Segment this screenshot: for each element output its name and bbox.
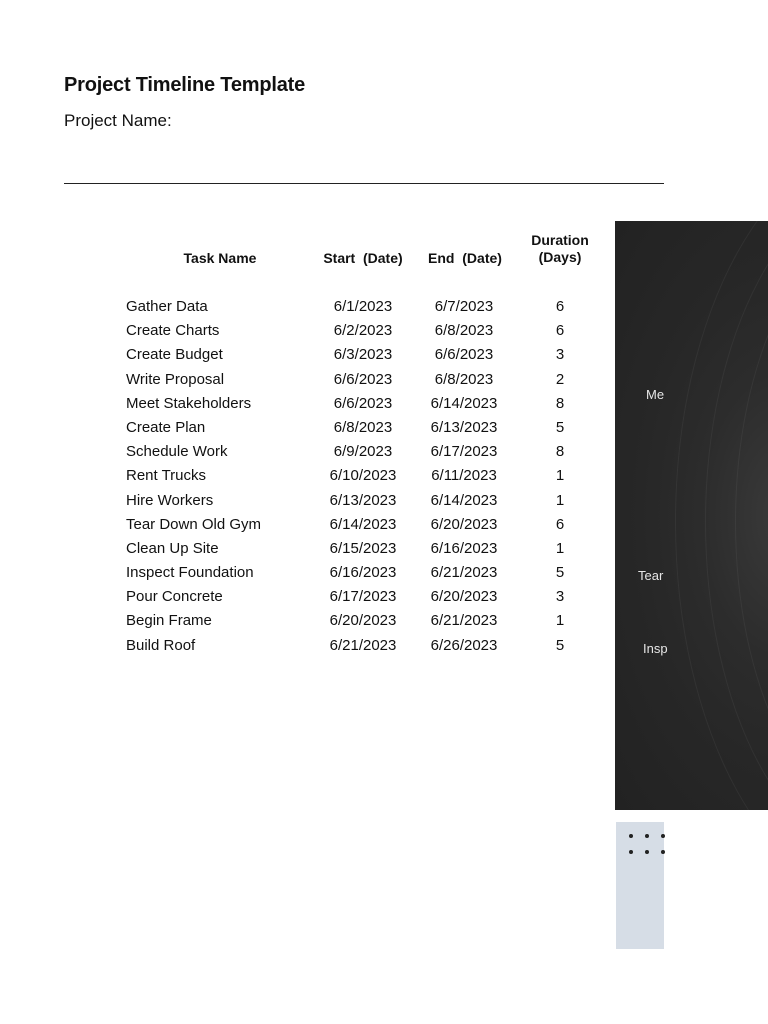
end-date-cell: 6/21/2023 — [430, 564, 498, 582]
end-date-cell: 6/8/2023 — [434, 322, 494, 340]
table-row — [0, 417, 615, 441]
end-date-cell: 6/11/2023 — [431, 467, 497, 485]
duration-cell: 8 — [555, 443, 565, 461]
end-date-cell: 6/14/2023 — [430, 394, 498, 412]
end-date-cell: 6/16/2023 — [430, 539, 498, 557]
header-duration-line1: Duration — [531, 232, 589, 248]
start-date-cell: 6/17/2023 — [329, 588, 397, 606]
task-name-cell: Inspect Foundation — [126, 564, 254, 582]
table-row — [0, 490, 615, 514]
task-name-cell: Meet Stakeholders — [126, 394, 252, 412]
header-duration — [520, 232, 600, 266]
end-date-cell: 6/17/2023 — [430, 443, 498, 461]
duration-cell: 5 — [555, 418, 565, 436]
table-row — [0, 344, 615, 368]
header-duration-line2: (Days) — [538, 249, 582, 265]
start-date-cell: 6/10/2023 — [329, 467, 397, 485]
duration-cell: 3 — [555, 346, 565, 364]
task-name-cell: Pour Concrete — [126, 588, 223, 606]
start-date-cell: 6/13/2023 — [329, 491, 397, 509]
end-date-cell: 6/6/2023 — [434, 346, 494, 364]
table-row — [0, 393, 615, 417]
duration-cell: 8 — [555, 394, 565, 412]
timeline-chart-panel — [615, 221, 768, 810]
start-date-cell: 6/6/2023 — [333, 370, 393, 388]
task-name-cell: Create Plan — [126, 418, 206, 436]
header-task-name: Task Name — [183, 250, 257, 266]
project-name-underline — [64, 183, 664, 184]
chart-label-inspect: Insp — [643, 641, 668, 656]
table-row — [0, 562, 615, 586]
start-date-cell: 6/6/2023 — [333, 394, 393, 412]
task-name-cell: Schedule Work — [126, 443, 228, 461]
task-name-cell: Gather Data — [126, 298, 208, 315]
end-date-cell: 6/7/2023 — [434, 298, 494, 315]
task-name-cell: Tear Down Old Gym — [126, 515, 262, 533]
table-row — [0, 514, 615, 538]
table-row — [0, 441, 615, 465]
start-date-cell: 6/14/2023 — [329, 515, 397, 533]
end-date-cell: 6/13/2023 — [430, 418, 498, 436]
decorative-panel — [616, 822, 664, 949]
duration-cell: 3 — [555, 588, 565, 606]
start-date-cell: 6/1/2023 — [333, 298, 393, 315]
end-date-cell: 6/20/2023 — [430, 588, 498, 606]
table-row — [0, 465, 615, 489]
table-row — [0, 635, 615, 659]
chart-label-tear: Tear — [638, 568, 664, 583]
task-name-cell: Write Proposal — [126, 370, 225, 388]
task-table — [0, 296, 615, 659]
duration-cell: 6 — [555, 322, 565, 340]
end-date-cell: 6/14/2023 — [430, 491, 498, 509]
duration-cell: 5 — [555, 564, 565, 582]
start-date-cell: 6/16/2023 — [329, 564, 397, 582]
task-name-cell: Create Charts — [126, 322, 220, 340]
task-name-cell: Begin Frame — [126, 612, 212, 630]
header-start-date: Start (Date) — [323, 250, 403, 266]
chart-label-meet: Me — [646, 387, 665, 402]
table-row — [0, 296, 615, 320]
task-name-cell: Create Budget — [126, 346, 223, 364]
duration-cell: 6 — [555, 298, 565, 315]
duration-cell: 1 — [555, 612, 565, 630]
table-row — [0, 586, 615, 610]
duration-cell: 2 — [555, 370, 565, 388]
end-date-cell: 6/8/2023 — [434, 370, 494, 388]
start-date-cell: 6/8/2023 — [333, 418, 393, 436]
duration-cell: 1 — [555, 539, 565, 557]
start-date-cell: 6/21/2023 — [329, 636, 397, 654]
task-name-cell: Clean Up Site — [126, 539, 219, 557]
duration-cell: 1 — [555, 467, 565, 485]
task-name-cell: Build Roof — [126, 636, 196, 654]
project-name-label: Project Name: — [64, 111, 172, 130]
document-title: Project Timeline Template — [64, 74, 306, 96]
end-date-cell: 6/26/2023 — [430, 636, 498, 654]
end-date-cell: 6/20/2023 — [430, 515, 498, 533]
table-row — [0, 538, 615, 562]
table-row — [0, 369, 615, 393]
duration-cell: 6 — [555, 515, 565, 533]
header-end-date: End (Date) — [428, 250, 502, 266]
end-date-cell: 6/21/2023 — [430, 612, 498, 630]
task-name-cell: Hire Workers — [126, 491, 214, 509]
start-date-cell: 6/15/2023 — [329, 539, 397, 557]
start-date-cell: 6/3/2023 — [333, 346, 393, 364]
start-date-cell: 6/9/2023 — [333, 443, 393, 461]
start-date-cell: 6/2/2023 — [333, 322, 393, 340]
table-row — [0, 610, 615, 634]
task-name-cell: Rent Trucks — [126, 467, 207, 485]
duration-cell: 1 — [555, 491, 565, 509]
table-row — [0, 320, 615, 344]
duration-cell: 5 — [555, 636, 565, 654]
start-date-cell: 6/20/2023 — [329, 612, 397, 630]
